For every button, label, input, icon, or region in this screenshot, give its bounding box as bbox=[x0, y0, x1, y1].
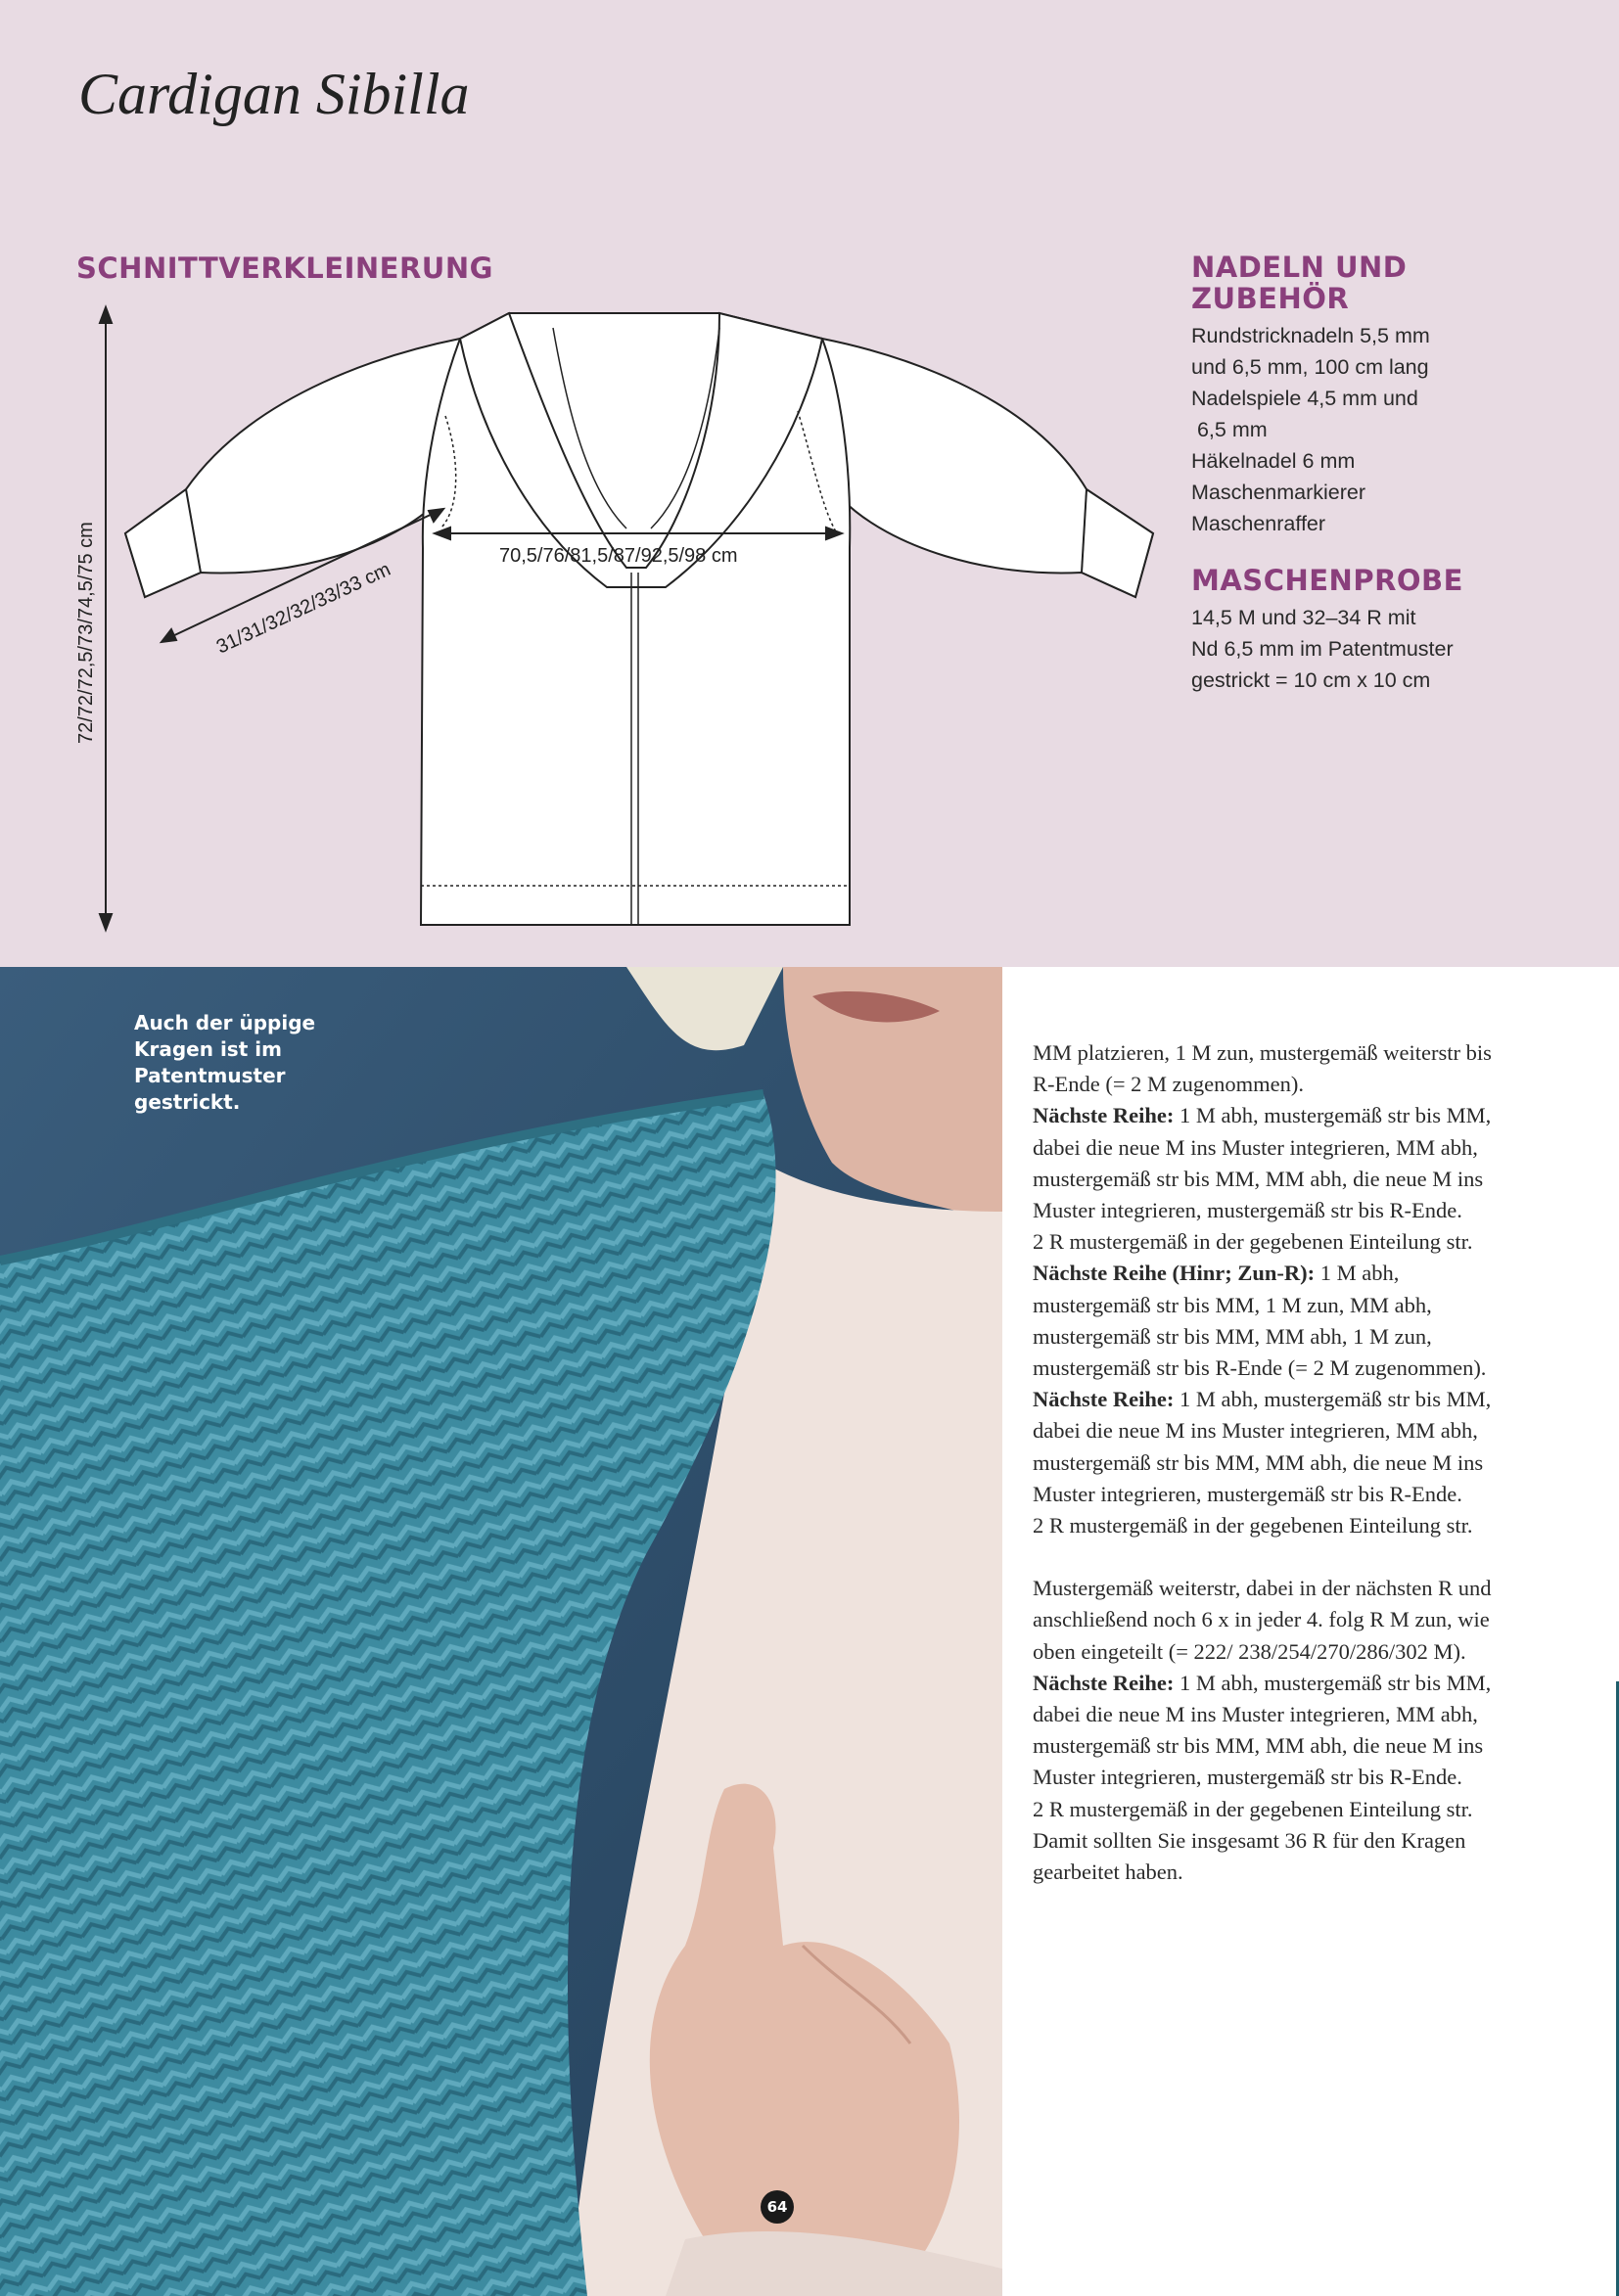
bold-lead: Nächste Reihe: bbox=[1033, 1387, 1175, 1412]
paragraph bbox=[1033, 1384, 1493, 1510]
caption-line: Patentmuster bbox=[134, 1064, 286, 1087]
paragraph bbox=[1033, 1100, 1493, 1226]
paragraph bbox=[1033, 1258, 1493, 1384]
bold-lead: Nächste Reihe: bbox=[1033, 1103, 1175, 1128]
paragraph-text: 1 M abh, mustergemäß str bis MM, 1 M zun, MM abh, mustergemäß str bis MM, MM abh, 1 M zun, mustergemäß str bis R-Ende (= 2 M zugenommen). bbox=[1033, 1261, 1487, 1381]
list-item: Maschenraffer bbox=[1191, 512, 1326, 535]
sleeve-label: 31/31/32/32/33/33 cm bbox=[212, 558, 394, 659]
schnitt-heading: SCHNITTVERKLEINERUNG bbox=[76, 252, 493, 285]
photo-caption bbox=[134, 1010, 315, 1116]
list-item: Nd 6,5 mm im Patentmuster bbox=[1191, 637, 1454, 661]
page-number: 64 bbox=[761, 2190, 794, 2224]
list-item: Maschenmarkierer bbox=[1191, 481, 1366, 504]
maschenprobe-list bbox=[1191, 602, 1454, 696]
nadeln-list bbox=[1191, 320, 1430, 539]
list-item: Nadelspiele 4,5 mm und bbox=[1191, 387, 1418, 410]
paragraph-text: 1 M abh, mustergemäß str bis MM, dabei die neue M ins Muster integrieren, MM abh, mustergemäß str bis MM, MM abh, die neue M ins Muster integrieren, mustergemäß str bis R-Ende. bbox=[1033, 1103, 1492, 1223]
nadeln-heading: NADELN UND ZUBEHÖR bbox=[1191, 251, 1408, 315]
photo-illustration bbox=[0, 967, 1002, 2296]
page-title: Cardigan Sibilla bbox=[78, 62, 470, 126]
list-item: 6,5 mm bbox=[1191, 418, 1268, 441]
cardigan-schematic bbox=[59, 294, 1175, 940]
paragraph: MM platzieren, 1 M zun, mustergemäß weiterstr bis R-Ende (= 2 M zugenommen). bbox=[1033, 1040, 1492, 1097]
list-item: Rundstricknadeln 5,5 mm bbox=[1191, 324, 1430, 347]
width-label: 70,5/76/81,5/87/92,5/98 cm bbox=[499, 545, 738, 567]
caption-line: Auch der üppige bbox=[134, 1011, 316, 1034]
paragraph-text: 1 M abh, mustergemäß str bis MM, dabei die neue M ins Muster integrieren, MM abh, mustergemäß str bis MM, MM abh, die neue M ins Muster integrieren, mustergemäß str bis R-Ende. bbox=[1033, 1387, 1492, 1506]
paragraph: Mustergemäß weiterstr, dabei in der nächsten R und anschließend noch 6 x in jeder 4. folg R M zun, wie oben eingeteilt (= 222/ 238/254/270/286/302 M). bbox=[1033, 1576, 1492, 1664]
model-photo bbox=[0, 967, 1002, 2296]
caption-line: Kragen ist im bbox=[134, 1037, 282, 1061]
paragraph: Damit sollten Sie insgesamt 36 R für den Kragen gearbeitet haben. bbox=[1033, 1827, 1466, 1885]
paragraph-text: 1 M abh, mustergemäß str bis MM, dabei die neue M ins Muster integrieren, MM abh, mustergemäß str bis MM, MM abh, die neue M ins Muster integrieren, mustergemäß str bis R-Ende. bbox=[1033, 1670, 1492, 1790]
paragraph: 2 R mustergemäß in der gegebenen Einteilung str. bbox=[1033, 1796, 1473, 1821]
paragraph: 2 R mustergemäß in der gegebenen Einteilung str. bbox=[1033, 1229, 1473, 1255]
caption-line: gestrickt. bbox=[134, 1090, 241, 1114]
bold-lead: Nächste Reihe (Hinr; Zun-R): bbox=[1033, 1261, 1316, 1286]
maschenprobe-heading: MASCHENPROBE bbox=[1191, 564, 1463, 597]
height-label: 72/72/72,5/73/74,5/75 cm bbox=[75, 522, 97, 744]
bold-lead: Nächste Reihe: bbox=[1033, 1670, 1175, 1695]
paragraph: 2 R mustergemäß in der gegebenen Einteilung str. bbox=[1033, 1513, 1473, 1538]
list-item: gestrickt = 10 cm x 10 cm bbox=[1191, 668, 1431, 692]
paragraph bbox=[1033, 1668, 1493, 1794]
list-item: Häkelnadel 6 mm bbox=[1191, 449, 1356, 473]
list-item: und 6,5 mm, 100 cm lang bbox=[1191, 355, 1429, 379]
instructions-text bbox=[1033, 1037, 1493, 1888]
height-arrow bbox=[100, 307, 112, 930]
paragraph-gap bbox=[1033, 1541, 1493, 1573]
list-item: 14,5 M und 32–34 R mit bbox=[1191, 606, 1416, 629]
